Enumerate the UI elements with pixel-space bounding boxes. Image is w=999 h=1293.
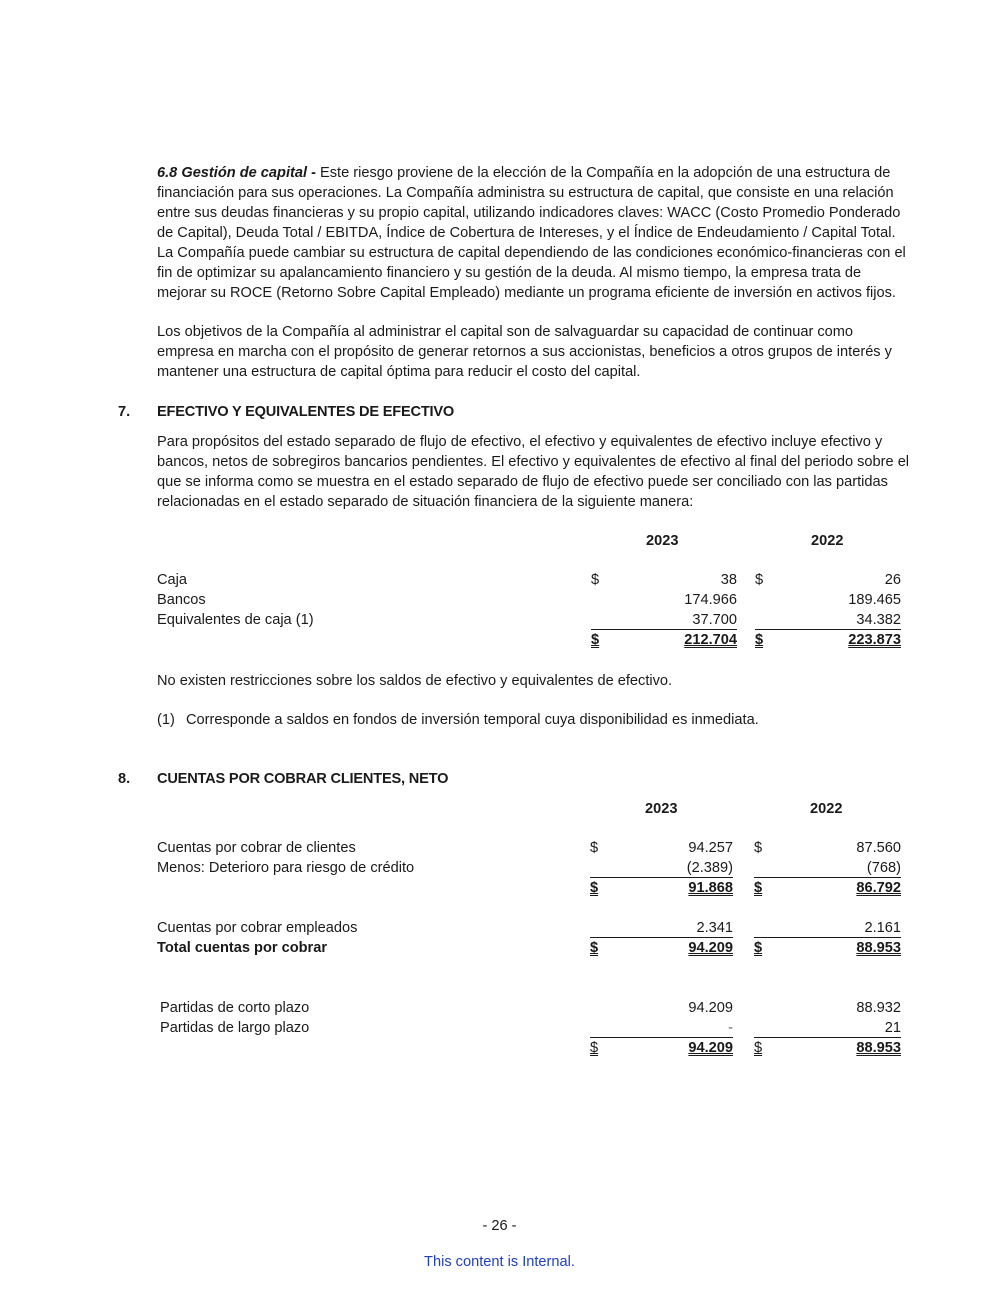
s7-row-label: Caja: [157, 572, 188, 588]
s8-employees-label: Cuentas por cobrar empleados: [157, 920, 358, 936]
s8-year-2022-header: 2022: [810, 801, 843, 817]
s8-total-currency-2022: $: [754, 940, 763, 956]
s7-equiv-2022: 34.382: [856, 612, 901, 628]
capital-management-paragraph: [157, 163, 912, 303]
s7-year-2023-header: 2023: [646, 533, 679, 549]
s8-row-label: Cuentas por cobrar de clientes: [157, 840, 356, 856]
s8-total-2023: 94.209: [688, 940, 733, 956]
s8-subtotal-currency-2023: $: [590, 880, 599, 896]
s7-bancos-2022: 189.465: [848, 592, 901, 608]
s8-employees-2022: 2.161: [864, 920, 901, 936]
s8-subtotal-2023: 91.868: [688, 880, 733, 896]
s7-total-2023: 212.704: [684, 632, 737, 648]
s7-equiv-2023: 37.700: [692, 612, 737, 628]
s7-row-label: Bancos: [157, 592, 206, 608]
s8-clientes-2023: 94.257: [688, 840, 733, 856]
capital-management-lead: 6.8 Gestión de capital -: [157, 165, 316, 181]
s8-term-label: Partidas de corto plazo: [160, 1000, 310, 1016]
s7-total-currency-2023: $: [591, 632, 600, 648]
s8-short-term-2023: 94.209: [688, 1000, 733, 1016]
section-8-title: CUENTAS POR COBRAR CLIENTES, NETO: [157, 771, 449, 787]
section-7-number: 7.: [118, 404, 131, 420]
s8-employees-2023: 2.341: [696, 920, 733, 936]
s8-terms-total-2022: 88.953: [856, 1040, 901, 1056]
s8-currency-2023: $: [590, 840, 599, 856]
s7-row-label: Equivalentes de caja (1): [157, 612, 314, 628]
s7-total-currency-2022: $: [755, 632, 764, 648]
s7-year-2022-header: 2022: [811, 533, 844, 549]
s8-total-label: Total cuentas por cobrar: [157, 940, 328, 956]
s7-restriction-note: No existen restricciones sobre los saldos de efectivo y equivalentes de efectivo.: [157, 673, 673, 689]
s8-terms-currency-2022: $: [754, 1040, 763, 1056]
classification-label: This content is Internal.: [424, 1254, 575, 1270]
s8-total-currency-2023: $: [590, 940, 599, 956]
s8-year-2023-header: 2023: [645, 801, 678, 817]
s7-caja-2022: 26: [884, 572, 901, 588]
s8-subtotal-2022: 86.792: [856, 880, 901, 896]
s7-total-2022: 223.873: [848, 632, 901, 648]
s7-bancos-2023: 174.966: [684, 592, 737, 608]
s8-total-2022: 88.953: [856, 940, 901, 956]
s8-long-term-2022: 21: [884, 1020, 901, 1036]
s7-caja-2023: 38: [720, 572, 737, 588]
s8-terms-currency-2023: $: [590, 1040, 599, 1056]
s7-footnote-text: Corresponde a saldos en fondos de inversión temporal cuya disponibilidad es inmediata.: [186, 712, 759, 728]
capital-objectives-paragraph: Los objetivos de la Compañía al administrar el capital son de salvaguardar su capacidad de continuar como empresa en marcha con el propósito de generar retornos a sus accionistas, beneficios a otros grupos de interés y mantener una estructura de capital óptima para reducir el costo del capital.: [157, 324, 892, 380]
s8-currency-2022: $: [754, 840, 763, 856]
s7-footnote-mark: (1): [157, 712, 175, 728]
s8-long-term-2023: -: [728, 1020, 733, 1036]
s8-clientes-2022: 87.560: [856, 840, 901, 856]
s8-short-term-2022: 88.932: [856, 1000, 901, 1016]
s8-subtotal-currency-2022: $: [754, 880, 763, 896]
s7-currency-2023: $: [591, 572, 600, 588]
section-8-number: 8.: [118, 771, 131, 787]
capital-management-body: Este riesgo proviene de la elección de la Compañía en la adopción de una estructura de financiación para sus operaciones. La Compañía administra su estructura de capital, que consiste en una relación entre sus deudas financieras y su propio capital, utilizando indicadores claves: WACC (Costo Promedio Ponderado de Capital), Deuda Total / EBITDA, Índice de Cobertura de Intereses, y el Índice de Endeudamiento / Capital Total. La Compañía puede cambiar su estructura de capital dependiendo de las condiciones económico-financieras con el fin de optimizar su apalancamiento financiero y su gestión de la deuda. Al mismo tiempo, la empresa trata de mejorar su ROCE (Retorno Sobre Capital Empleado) mediante un programa eficiente de inversión en activos fijos.: [157, 165, 906, 301]
section-7-intro: Para propósitos del estado separado de flujo de efectivo, el efectivo y equivalentes de efectivo incluye efectivo y bancos, netos de sobregiros bancarios pendientes. El efectivo y equivalentes de efectivo al final del periodo sobre el que se informa como se muestra en el estado separado de flujo de efectivo puede ser conciliado con las partidas relacionadas en el estado separado de situación financiera de la siguiente manera:: [157, 434, 910, 510]
s8-terms-total-2023: 94.209: [688, 1040, 733, 1056]
s8-deterioro-2023: (2.389): [686, 860, 733, 876]
section-7-title: EFECTIVO Y EQUIVALENTES DE EFECTIVO: [157, 404, 455, 420]
s7-currency-2022: $: [755, 572, 764, 588]
page-number: - 26 -: [482, 1218, 517, 1234]
s8-deterioro-2022: (768): [866, 860, 901, 876]
s8-term-label: Partidas de largo plazo: [160, 1020, 310, 1036]
s8-row-label: Menos: Deterioro para riesgo de crédito: [157, 860, 415, 876]
